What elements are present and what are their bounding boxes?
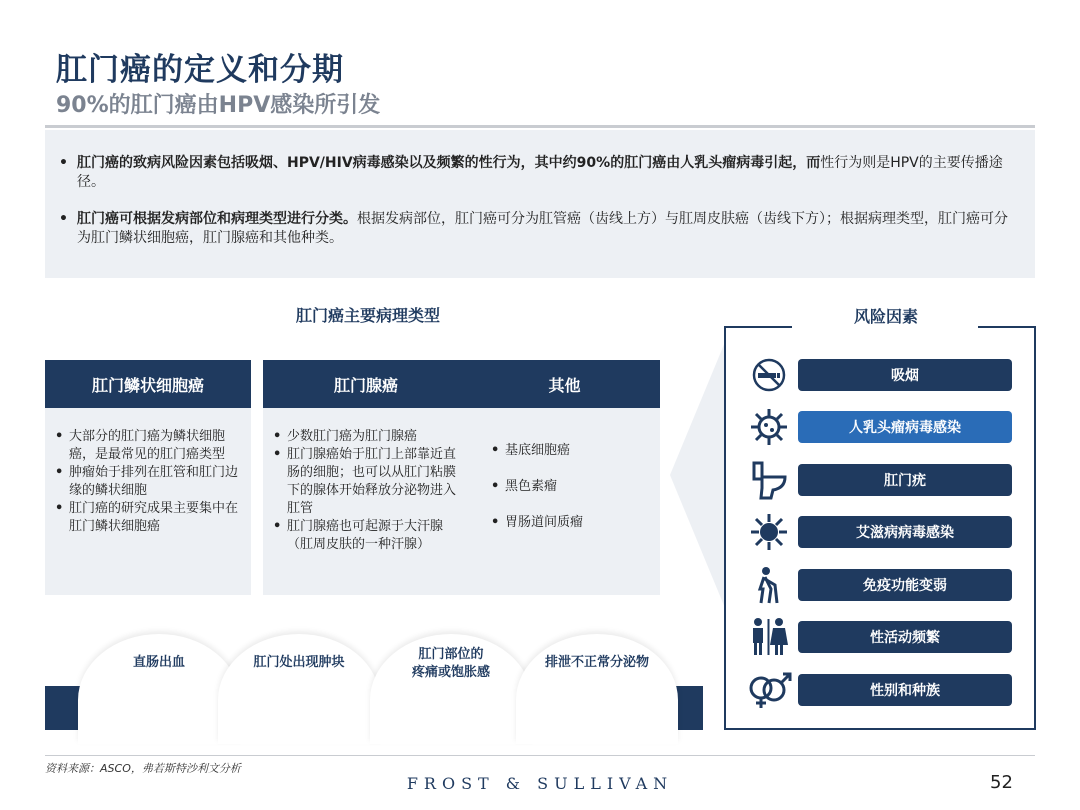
divider — [45, 125, 1035, 128]
risk-factor-label: 性活动频繁 — [798, 621, 1012, 653]
list-item-text: 肛门癌的研究成果主要集中在肛门鳞状细胞癌 — [69, 501, 239, 534]
brand-logo: FROST & SULLIVAN — [406, 774, 674, 793]
risk-factor-row — [740, 617, 1020, 657]
list-item-text: 肛门腺癌始于肛门上部靠近直肠的细胞；也可以从肛门粘膜下的腺体开始释放分泌物进入肛管 — [287, 447, 457, 516]
summary-bullet-bold: 肛门癌可根据发病部位和病理类型进行分类。 — [77, 211, 357, 227]
pathology-card-title: 其他 — [469, 360, 660, 408]
risk-factor-label: 免疫功能变弱 — [798, 569, 1012, 601]
summary-bullet-text: 性行为则是HPV的主要传播途径。 — [77, 155, 1003, 190]
list-item-text: 胃肠道间质瘤 — [505, 515, 584, 530]
risk-factor-row — [740, 355, 1020, 395]
pathology-card-body — [263, 408, 469, 554]
list-item-text: 大部分的肛门癌为鳞状细胞癌，是最常见的肛门癌类型 — [69, 429, 226, 462]
list-item-text: 少数肛门癌为肛门腺癌 — [287, 429, 418, 444]
pathology-card-title: 肛门腺癌 — [263, 360, 469, 408]
risk-factor-label: 性别和种族 — [798, 674, 1012, 706]
no-smoking-icon — [740, 355, 798, 395]
risk-factor-row — [740, 460, 1020, 500]
risk-factor-label: 吸烟 — [798, 359, 1012, 391]
summary-bullet: • 肛门癌的致病风险因素包括吸烟、HPV/HIV病毒感染以及频繁的性行为，其中约90%的肛门癌由人乳头瘤病毒引起，而性行为则是HPV的主要传播途径。 — [59, 155, 1003, 190]
list-item-text: 黑色素瘤 — [505, 479, 558, 494]
summary-panel — [45, 130, 1035, 278]
list-item: • 肛门腺癌始于肛门上部靠近直肠的细胞；也可以从肛门粘膜下的腺体开始释放分泌物进入肛管 — [273, 446, 459, 518]
risk-factor-row — [740, 565, 1020, 605]
pathology-card-squamous — [45, 360, 251, 595]
page-number: 52 — [990, 772, 1013, 793]
symptom-label: 肛门处出现肿块 — [253, 655, 345, 670]
footer-divider — [45, 755, 1035, 756]
elderly-person-icon — [740, 565, 798, 605]
pathology-card-adeno — [263, 360, 469, 595]
list-item: • 大部分的肛门癌为鳞状细胞癌，是最常见的肛门癌类型 — [55, 428, 241, 464]
virus-icon — [740, 407, 798, 447]
frame-edge — [724, 326, 792, 328]
hiv-virus-icon — [740, 512, 798, 552]
list-item-text: 基底细胞癌 — [505, 443, 571, 458]
pathology-heading: 肛门癌主要病理类型 — [295, 306, 440, 325]
pathology-card-title: 肛门鳞状细胞癌 — [45, 360, 251, 408]
risk-factor-row — [740, 407, 1020, 447]
pathology-card-body — [469, 408, 660, 532]
pathology-card-other — [469, 360, 660, 595]
list-item: • 黑色素瘤 — [491, 479, 558, 494]
list-item: • 少数肛门癌为肛门腺癌 — [273, 429, 418, 444]
risk-heading: 风险因素 — [853, 307, 918, 326]
summary-bullet-text: 根据发病部位，肛门癌可分为肛管癌（齿线上方）与肛周皮肤癌（齿线下方）；根据病理类型，肛门癌可分为肛门鳞状细胞癌，肛门腺癌和其他种类。 — [77, 211, 1008, 246]
page-subtitle: 90%的肛门癌由HPV感染所引发 — [56, 93, 381, 118]
risk-factor-label: 艾滋病病毒感染 — [798, 516, 1012, 548]
list-item: • 肛门癌的研究成果主要集中在肛门鳞状细胞癌 — [55, 500, 241, 536]
risk-factor-row — [740, 670, 1020, 710]
connector-wedge — [670, 330, 730, 620]
symptom-label: 肛门部位的 疼痛或饱胀感 — [411, 647, 490, 680]
list-item-text: 肿瘤始于排列在肛管和肛门边缘的鳞状细胞 — [69, 465, 239, 498]
list-item: • 肿瘤始于排列在肛管和肛门边缘的鳞状细胞 — [55, 464, 241, 500]
summary-bullet-bold: 肛门癌的致病风险因素包括吸烟、HPV/HIV病毒感染以及频繁的性行为，其中约90%的肛门癌由人乳头瘤病毒引起，而 — [77, 155, 821, 171]
risk-factor-row — [740, 512, 1020, 552]
gender-symbol-icon — [740, 670, 798, 710]
page-title: 肛门癌的定义和分期 — [56, 52, 344, 88]
pathology-card-body — [45, 408, 251, 536]
symptom-label: 直肠出血 — [132, 655, 185, 670]
symptom-label: 排泄不正常分泌物 — [544, 655, 649, 670]
risk-factor-label: 肛门疣 — [798, 464, 1012, 496]
summary-bullet: • 肛门癌可根据发病部位和病理类型进行分类。根据发病部位，肛门癌可分为肛管癌（齿线上方）与肛周皮肤癌（齿线下方）；根据病理类型，肛门癌可分为肛门鳞状细胞癌，肛门腺癌和其他种类。 — [59, 211, 1008, 246]
toilet-icon — [740, 460, 798, 500]
couple-icon — [740, 617, 798, 657]
risk-factor-label: 人乳头瘤病毒感染 — [798, 411, 1012, 443]
symptoms-bar-overlay — [45, 686, 703, 730]
list-item: • 基底细胞癌 — [491, 443, 571, 458]
frame-edge — [978, 326, 1036, 328]
source-note: 资料来源：ASCO，弗若斯特沙利文分析 — [45, 762, 241, 775]
list-item: • 肛门腺癌也可起源于大汗腺（肛周皮肤的一种汗腺） — [273, 518, 459, 554]
list-item: • 胃肠道间质瘤 — [491, 515, 584, 530]
list-item-text: 肛门腺癌也可起源于大汗腺（肛周皮肤的一种汗腺） — [287, 519, 444, 552]
